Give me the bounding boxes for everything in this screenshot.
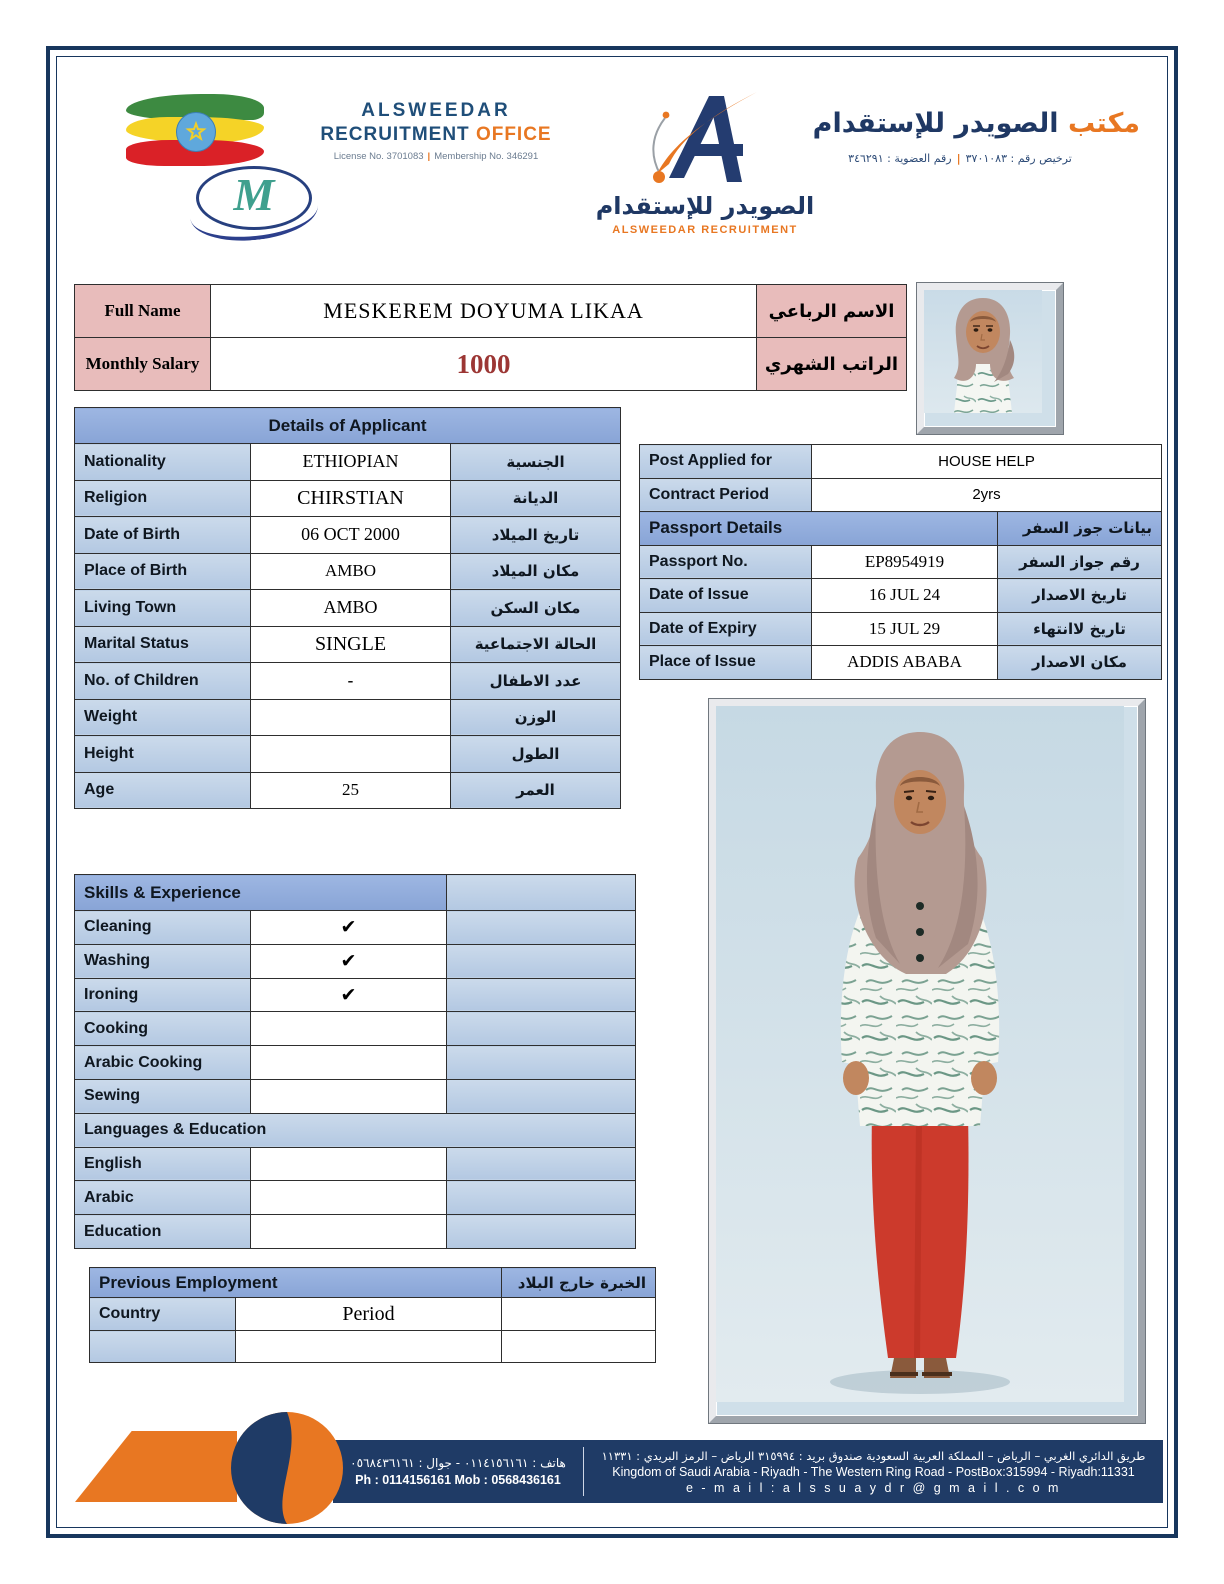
address-english: Kingdom of Saudi Arabia - Riyadh - The Western Ring Road - PostBox:315994 - Riyadh:11331	[612, 1464, 1135, 1479]
flag-emblem-icon	[176, 112, 216, 152]
passport-label: Date of Issue	[640, 579, 812, 613]
details-value	[251, 736, 451, 773]
star-icon	[181, 117, 211, 147]
skill-spacer	[447, 1079, 636, 1113]
phone-english: Ph : 0114156161 Mob : 0568436161	[355, 1473, 561, 1487]
alsweedar-a-logo	[645, 88, 765, 192]
details-arabic: العمر	[451, 772, 621, 809]
skill-check	[251, 1079, 447, 1113]
full-name-label: Full Name	[75, 285, 211, 338]
m-logo	[196, 166, 312, 230]
language-spacer	[447, 1181, 636, 1215]
details-value: 06 OCT 2000	[251, 517, 451, 554]
passport-value: ADDIS ABABA	[812, 646, 998, 680]
skills-title: Skills & Experience	[75, 875, 447, 911]
languages-education-subheader: Languages & Education	[75, 1113, 636, 1147]
details-arabic: عدد الاطفال	[451, 663, 621, 700]
details-value	[251, 699, 451, 736]
footer-logo-circle	[231, 1412, 343, 1524]
details-label: Weight	[75, 699, 251, 736]
details-value: CHIRSTIAN	[251, 480, 451, 517]
brand-name: ALSWEEDAR	[361, 100, 511, 121]
details-arabic: مكان السكن	[451, 590, 621, 627]
details-value: SINGLE	[251, 626, 451, 663]
details-title: Details of Applicant	[75, 408, 621, 444]
education-label: Education	[75, 1215, 251, 1249]
employment-title: Previous Employment	[90, 1268, 502, 1298]
passport-details-header: Passport Details	[640, 512, 998, 546]
ethiopia-flag-logo	[126, 94, 264, 168]
language-value	[251, 1147, 447, 1181]
period-empty-cell	[236, 1331, 502, 1363]
passport-arabic: تاريخ الاصدار	[998, 579, 1162, 613]
skill-label: Washing	[75, 944, 251, 978]
details-label: Living Town	[75, 590, 251, 627]
center-logo-english-name: ALSWEEDAR RECRUITMENT	[612, 224, 798, 236]
post-applied-label: Post Applied for	[640, 445, 812, 479]
passport-value: 16 JUL 24	[812, 579, 998, 613]
salary-label: Monthly Salary	[75, 338, 211, 391]
skill-check	[251, 1012, 447, 1046]
details-arabic: الطول	[451, 736, 621, 773]
license-number: License No. 3701083	[333, 151, 424, 162]
full-name-arabic-label: الاسم الرباعي	[757, 285, 907, 338]
salary-arabic-label: الراتب الشهري	[757, 338, 907, 391]
skill-check: ✔	[251, 978, 447, 1012]
passport-label: Place of Issue	[640, 646, 812, 680]
skill-label: Cooking	[75, 1012, 251, 1046]
brand-license-line	[296, 151, 576, 162]
details-label: Place of Birth	[75, 553, 251, 590]
skills-title-spacer	[447, 875, 636, 911]
brand-subtitle	[296, 124, 576, 146]
skill-check: ✔	[251, 944, 447, 978]
skill-spacer	[447, 1046, 636, 1080]
skill-label: Sewing	[75, 1079, 251, 1113]
skill-label: Ironing	[75, 978, 251, 1012]
details-value: AMBO	[251, 590, 451, 627]
arabic-membership-number: رقم العضوية : ٣٤٦٢٩١	[848, 152, 952, 165]
recruitment-office-brand	[296, 100, 576, 162]
skill-spacer	[447, 911, 636, 945]
application-table	[639, 444, 1162, 680]
post-applied-value: HOUSE HELP	[812, 445, 1162, 479]
skill-spacer	[447, 944, 636, 978]
passport-label: Date of Expiry	[640, 612, 812, 646]
license-separator: |	[427, 151, 431, 162]
passport-value: 15 JUL 29	[812, 612, 998, 646]
skills-table	[74, 874, 636, 1249]
full-name-value: MESKEREM DOYUMA LIKAA	[211, 285, 757, 338]
details-arabic: الديانة	[451, 480, 621, 517]
portrait-drawing	[924, 290, 1042, 413]
passport-details-header-arabic: بيانات جوز السفر	[998, 512, 1162, 546]
details-arabic: الجنسية	[451, 444, 621, 481]
full-body-drawing	[716, 706, 1124, 1402]
details-table	[74, 407, 621, 809]
employment-title-arabic: الخبرة خارج البلاد	[502, 1268, 656, 1298]
footer-contact-bar	[333, 1440, 1163, 1503]
details-label: Nationality	[75, 444, 251, 481]
details-value: AMBO	[251, 553, 451, 590]
details-arabic: مكان الميلاد	[451, 553, 621, 590]
employment-empty-cell	[502, 1298, 656, 1331]
skill-check: ✔	[251, 911, 447, 945]
skill-label: Cleaning	[75, 911, 251, 945]
applicant-photo-small	[917, 283, 1063, 434]
office-title-arabic	[780, 108, 1144, 139]
office-title-prefix: مكتب	[1067, 108, 1140, 139]
details-label: No. of Children	[75, 663, 251, 700]
employment-empty-cell	[502, 1331, 656, 1363]
language-label: Arabic	[75, 1181, 251, 1215]
m-logo-letter: M	[233, 169, 275, 220]
skill-check	[251, 1046, 447, 1080]
a-logo-icon	[645, 88, 765, 192]
education-value	[251, 1215, 447, 1249]
passport-arabic: تاريخ لاانتهاء	[998, 612, 1162, 646]
details-label: Height	[75, 736, 251, 773]
language-value	[251, 1181, 447, 1215]
details-value: ETHIOPIAN	[251, 444, 451, 481]
passport-arabic: رقم جواز السفر	[998, 545, 1162, 579]
contract-period-label: Contract Period	[640, 478, 812, 512]
skill-spacer	[447, 1012, 636, 1046]
name-salary-table	[74, 284, 907, 391]
details-label: Religion	[75, 480, 251, 517]
contract-period-value: 2yrs	[812, 478, 1162, 512]
employment-table	[89, 1267, 656, 1363]
details-label: Marital Status	[75, 626, 251, 663]
phone-arabic: هاتف : ٠١١٤١٥٦١٦١ - جوال : ٠٥٦٨٤٣٦١٦١	[350, 1456, 566, 1470]
passport-label: Passport No.	[640, 545, 812, 579]
details-value: 25	[251, 772, 451, 809]
footer-circle-icon	[231, 1412, 343, 1524]
period-label: Period	[236, 1298, 502, 1331]
details-arabic: الحالة الاجتماعية	[451, 626, 621, 663]
details-arabic: الوزن	[451, 699, 621, 736]
passport-arabic: مكان الاصدار	[998, 646, 1162, 680]
passport-value: EP8954919	[812, 545, 998, 579]
address-arabic: طريق الدائري الغربي – الرياض – المملكة العربية السعودية صندوق بريد : ٣١٥٩٩٤ الرياض – الرمز البريدي : ١١٣٣١	[601, 1448, 1146, 1463]
skill-label: Arabic Cooking	[75, 1046, 251, 1080]
office-title-rest: الصويدر للإستقدام	[812, 108, 1059, 139]
language-label: English	[75, 1147, 251, 1181]
office-license-arabic	[790, 152, 1130, 165]
language-spacer	[447, 1147, 636, 1181]
details-arabic: تاريخ الميلاد	[451, 517, 621, 554]
footer-logo-parallelogram	[75, 1431, 237, 1502]
footer-phone-block	[333, 1440, 583, 1503]
details-value: -	[251, 663, 451, 700]
applicant-photo-full	[709, 699, 1145, 1423]
arabic-license-number: ترخيص رقم : ٣٧٠١٠٨٣	[965, 152, 1072, 165]
details-label: Date of Birth	[75, 517, 251, 554]
email-address: e - m a i l : a l s s u a y d r @ g m a i l . c o m	[686, 1480, 1061, 1495]
details-label: Age	[75, 772, 251, 809]
membership-number: Membership No. 346291	[434, 151, 539, 162]
arabic-license-separator: |	[956, 152, 961, 165]
brand-recruitment: RECRUITMENT	[320, 124, 470, 145]
country-label: Country	[90, 1298, 236, 1331]
center-logo-arabic-name: الصويدر للإستقدام	[595, 192, 815, 220]
skill-spacer	[447, 978, 636, 1012]
country-empty-cell	[90, 1331, 236, 1363]
salary-value: 1000	[211, 338, 757, 391]
brand-office: OFFICE	[475, 124, 552, 145]
footer-address-block	[584, 1440, 1163, 1503]
education-spacer	[447, 1215, 636, 1249]
